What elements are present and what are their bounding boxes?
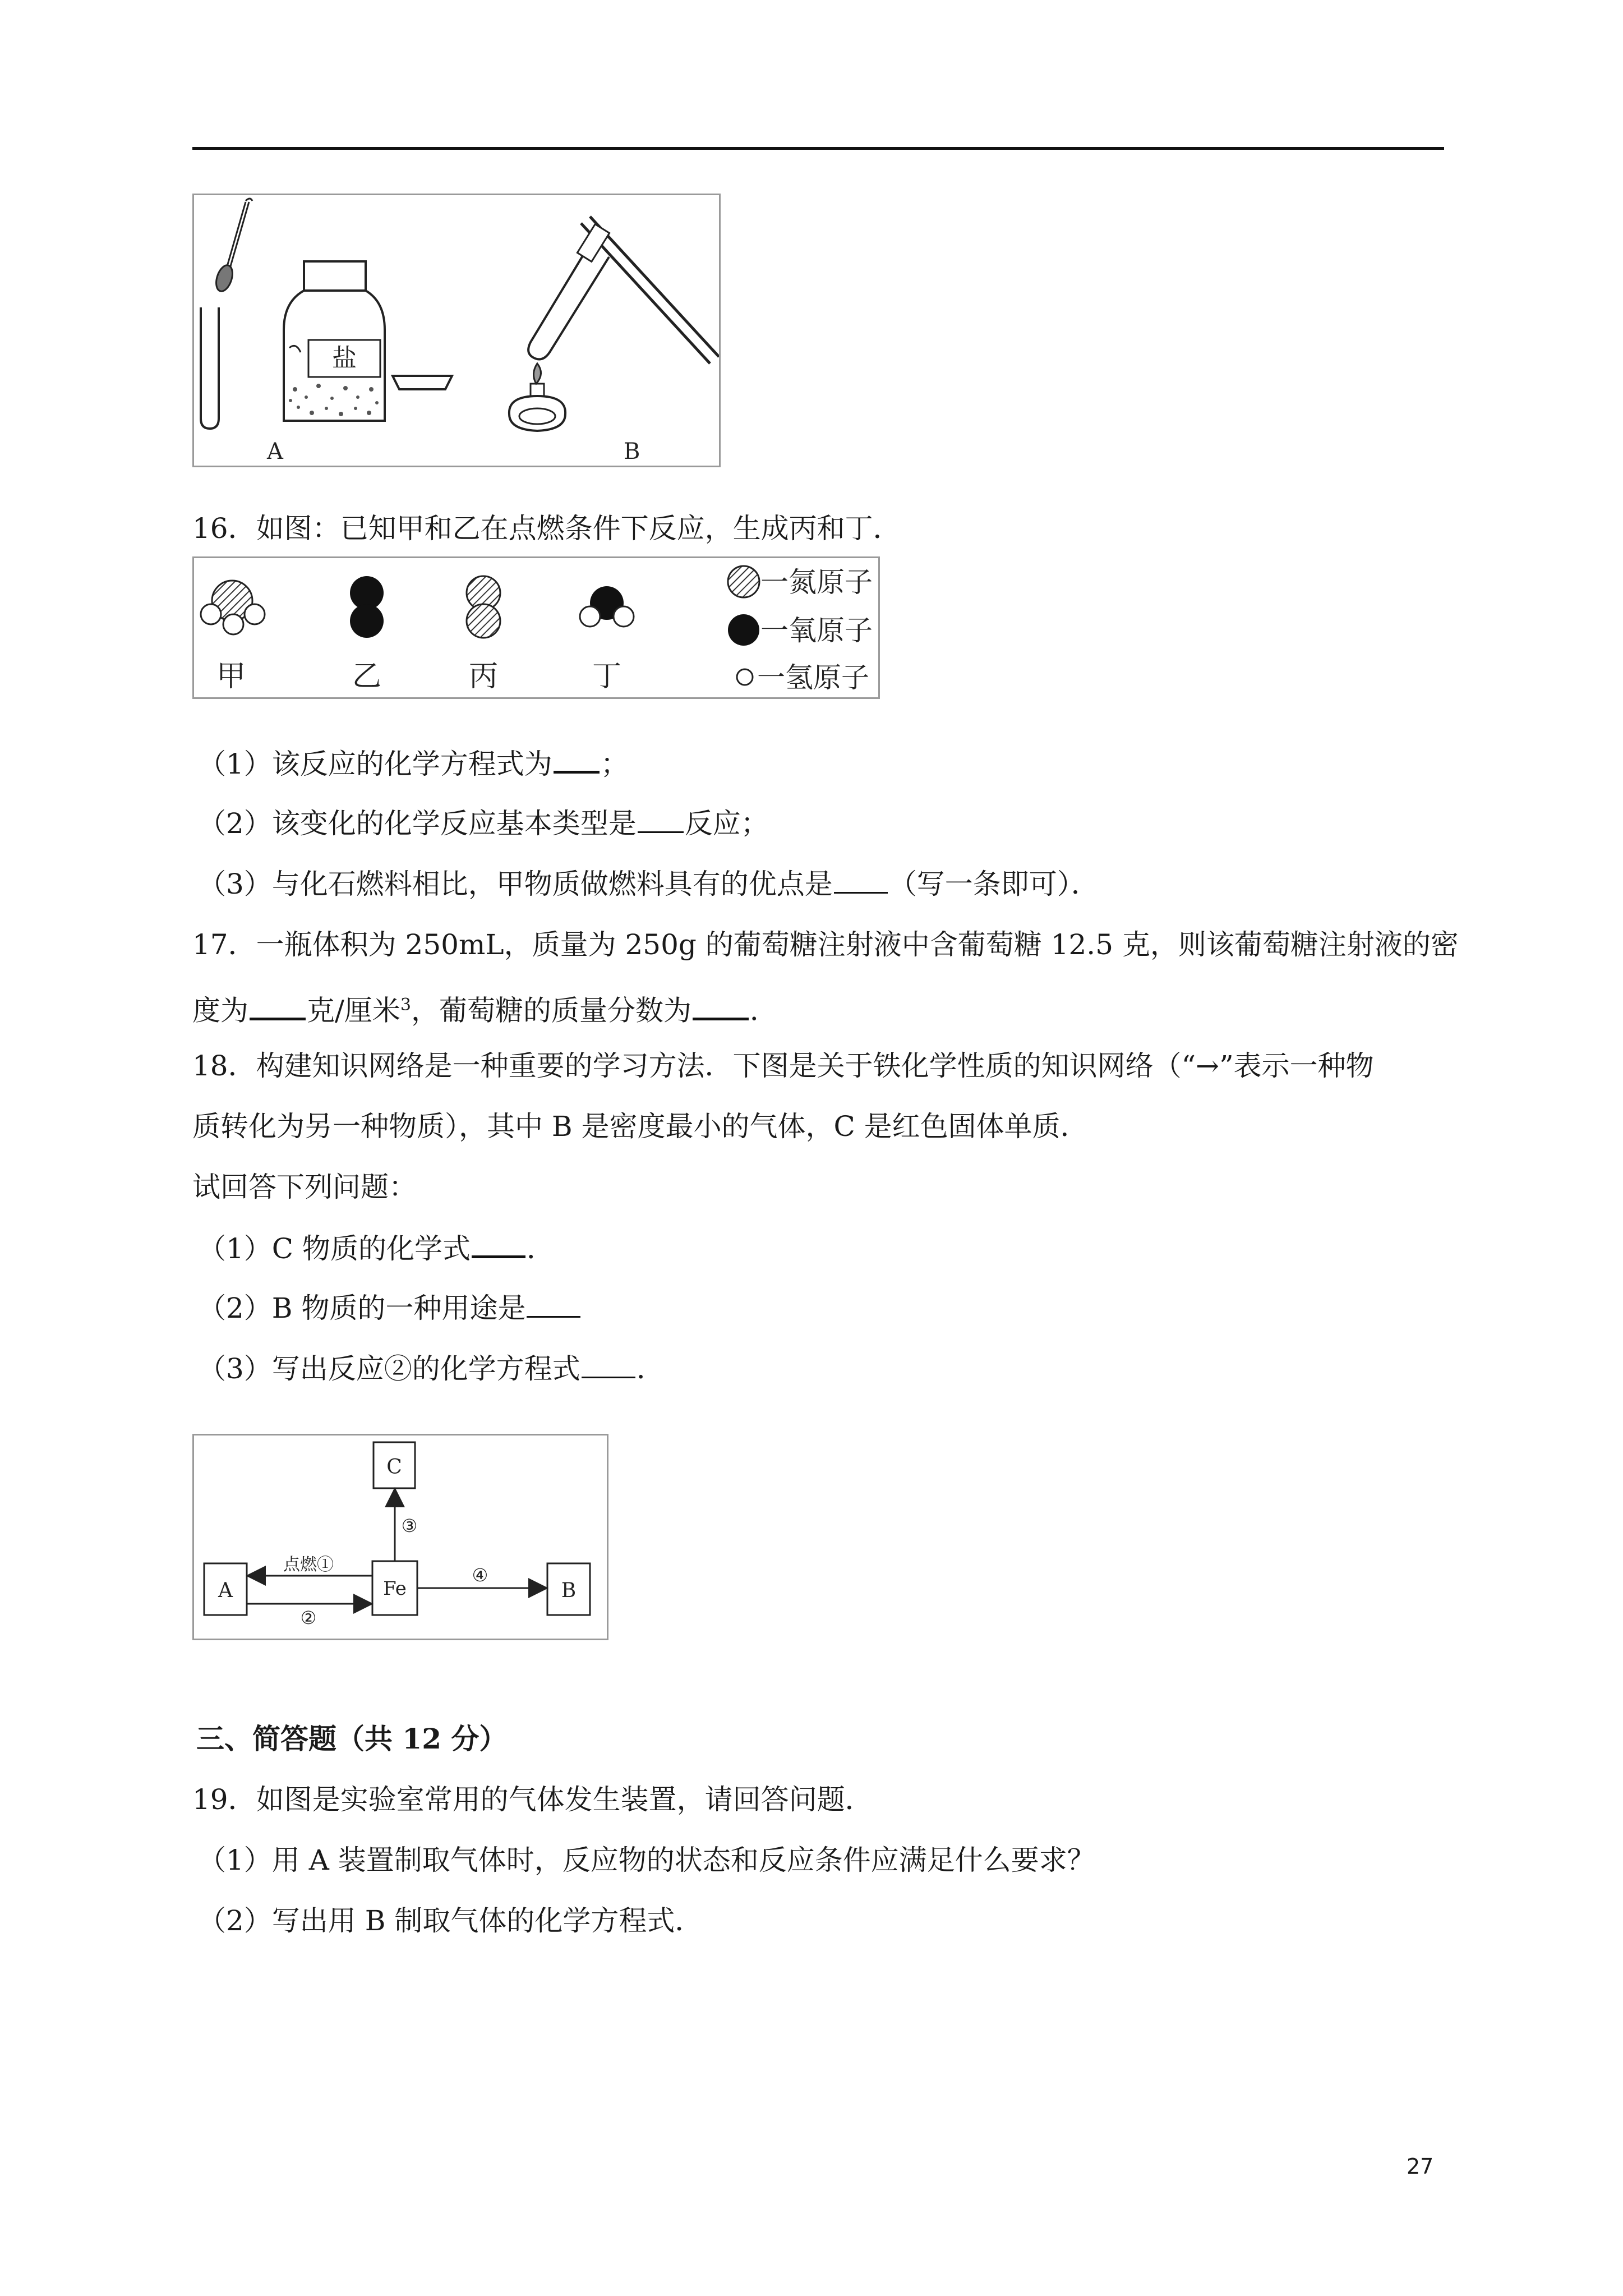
section3-heading: 三、简答题（共 12 分） [196,1722,508,1755]
salt-jar-icon [284,261,385,421]
evaporating-dish-icon [393,376,452,389]
nitrogen-atom-icon [728,566,759,597]
answer-blank[interactable] [582,1352,635,1378]
answer-blank[interactable] [250,993,306,1020]
arrow3-label: ③ [401,1515,418,1536]
q17-text-a: 度为 [192,994,248,1027]
label-bing: 丙 [468,660,499,693]
q17-text-d: ． [749,994,778,1027]
arrow2-label: ② [300,1607,317,1628]
q17-text-b: 克/厘米 [307,994,400,1027]
answer-blank[interactable] [472,1231,525,1258]
q18-part1-text: （1）C 物质的化学式 [198,1232,471,1265]
label-jia: 甲 [216,660,246,693]
answer-blank[interactable] [554,746,600,774]
q16-part1 [198,746,629,781]
molecule-bing-icon [467,576,500,638]
hydrogen-atom-icon [737,669,753,685]
molecule-ding-icon [580,586,634,627]
answer-blank[interactable] [638,807,684,833]
jar-label: 盐 [332,344,357,372]
q18-line1: 18．构建知识网络是一种重要的学习方法．下图是关于铁化学性质的知识网络（“→”表示一种物 [192,1050,1374,1082]
label-b: B [624,439,640,464]
iron-network-diagram [192,1434,608,1640]
q18-part3-text: （3）写出反应②的化学方程式 [198,1352,580,1385]
molecule-figure [192,556,880,699]
legend-nitrogen: 一氮原子 [760,566,873,599]
q16-part2-text: （2）该变化的化学反应基本类型是 [198,807,637,840]
q19-part2: （2）写出用 B 制取气体的化学方程式． [198,1904,703,1937]
heating-apparatus-icon [509,217,719,431]
page-number: 27 [1407,2154,1434,2179]
q17-line1: 17．一瓶体积为 250mL，质量为 250g 的葡萄糖注射液中含葡萄糖 12.5 克，则该葡萄糖注射液的密 [192,928,1459,961]
q18-part3-end: ． [636,1352,665,1385]
q18-part1 [198,1231,555,1266]
q18-part3 [198,1352,665,1386]
molecule-jia-icon [201,581,265,634]
q16-part1-text: （1）该反应的化学方程式为 [198,748,552,780]
header-rule [192,147,1444,150]
molecule-yi-icon [350,576,384,638]
q16-part1-end: ； [600,748,629,780]
q18-part2-text: （2）B 物质的一种用途是 [198,1292,526,1324]
q18-line3: 试回答下列问题： [192,1171,417,1203]
apparatus-figure [192,194,721,467]
node-a-label: A [218,1579,233,1602]
answer-blank[interactable] [527,1291,580,1318]
legend-hydrogen: 一氢原子 [757,661,869,694]
arrow4-label: ④ [472,1565,488,1586]
q16-part3-end: （写一条即可）． [888,868,1099,900]
q16-part2 [198,807,769,840]
test-tube-icon [201,307,219,429]
answer-blank[interactable] [693,993,749,1020]
label-yi: 乙 [352,660,382,693]
q17-superscript: 3 [400,995,411,1015]
answer-blank[interactable] [834,867,888,894]
label-ding: 丁 [592,660,622,693]
node-fe-label: Fe [383,1577,407,1600]
q17-line2 [192,988,778,1028]
q19-stem: 19．如图是实验室常用的气体发生装置，请回答问题． [192,1783,873,1816]
oxygen-atom-icon [728,614,759,646]
q17-text-c: ，葡萄糖的质量分数为 [411,994,691,1027]
node-c-label: C [386,1456,402,1479]
q19-part1: （1）用 A 装置制取气体时，反应物的状态和反应条件应满足什么要求？ [198,1844,1095,1876]
q16-stem: 16．如图：已知甲和乙在点燃条件下反应，生成丙和丁． [192,512,901,545]
legend-oxygen: 一氧原子 [760,614,873,647]
arrow1-label: 点燃① [283,1555,334,1575]
q18-line2: 质转化为另一种物质），其中 B 是密度最小的气体，C 是红色固体单质． [192,1110,1089,1143]
label-a: A [267,439,283,464]
q18-part2 [198,1291,582,1325]
q16-part3-text: （3）与化石燃料相比，甲物质做燃料具有的优点是 [198,868,833,900]
q16-part3 [198,867,1099,901]
q18-part1-end: ． [526,1232,555,1265]
q16-part2-end: 反应； [684,807,769,840]
node-b-label: B [561,1579,577,1602]
spoon-icon [227,202,246,268]
